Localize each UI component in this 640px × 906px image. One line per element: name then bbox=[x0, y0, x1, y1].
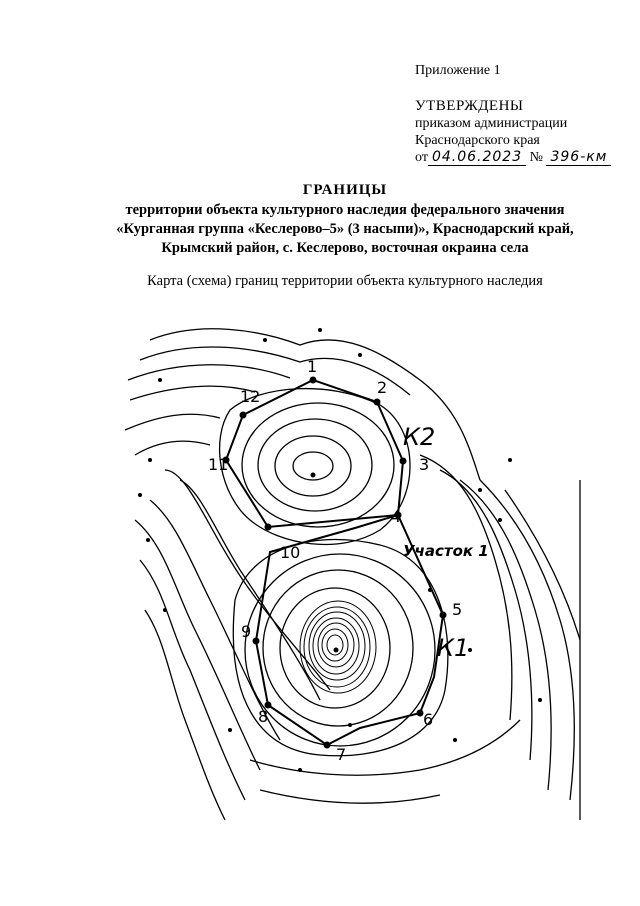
approval-line-1: приказом администрации bbox=[415, 116, 568, 131]
vertex-label-9: 9 bbox=[241, 622, 252, 641]
vertex-label-10: 10 bbox=[280, 543, 301, 562]
vertex-label-8: 8 bbox=[258, 707, 269, 726]
map-caption: Карта (схема) границ территории объекта культурного наследия bbox=[147, 273, 543, 289]
topographic-contours bbox=[125, 329, 580, 820]
approval-line-2: Краснодарского края bbox=[415, 133, 540, 148]
approval-date: 04.06.2023 bbox=[428, 149, 526, 166]
vertex-label-11: 11 bbox=[208, 455, 229, 474]
vertex-label-4: 4 bbox=[391, 507, 402, 526]
vertex-label-1: 1 bbox=[307, 357, 318, 376]
title-line-1: территории объекта культурного наследия федерального значения bbox=[125, 202, 565, 218]
document-title bbox=[60, 181, 630, 258]
vertex-label-2: 2 bbox=[377, 378, 388, 397]
plot-label: Участок 1 bbox=[403, 542, 489, 560]
mound-label-k1: К1 bbox=[437, 634, 470, 662]
title-line-3: Крымский район, с. Кеслерово, восточная окраина села bbox=[161, 240, 529, 256]
mound-label-k2: К2 bbox=[403, 423, 436, 451]
vertex-label-12: 12 bbox=[240, 387, 261, 406]
number-prefix: № bbox=[529, 150, 543, 165]
approval-date-line bbox=[415, 149, 611, 166]
mound-core-hatch bbox=[300, 601, 376, 693]
approval-block bbox=[415, 62, 611, 166]
vertex-label-7: 7 bbox=[336, 745, 347, 764]
appendix-label: Приложение 1 bbox=[415, 63, 501, 78]
approval-number: 396-км bbox=[546, 149, 611, 166]
boundary-map bbox=[0, 300, 640, 860]
approved-heading: УТВЕРЖДЕНЫ bbox=[415, 98, 524, 114]
from-prefix: от bbox=[415, 150, 428, 165]
vertex-label-3: 3 bbox=[419, 455, 430, 474]
vertex-label-6: 6 bbox=[423, 710, 434, 729]
vertex-label-5: 5 bbox=[452, 600, 463, 619]
title-line-2: «Курганная группа «Кеслерово–5» (3 насыпи)», Краснодарский край, bbox=[116, 221, 574, 237]
title-heading: ГРАНИЦЫ bbox=[302, 182, 388, 198]
